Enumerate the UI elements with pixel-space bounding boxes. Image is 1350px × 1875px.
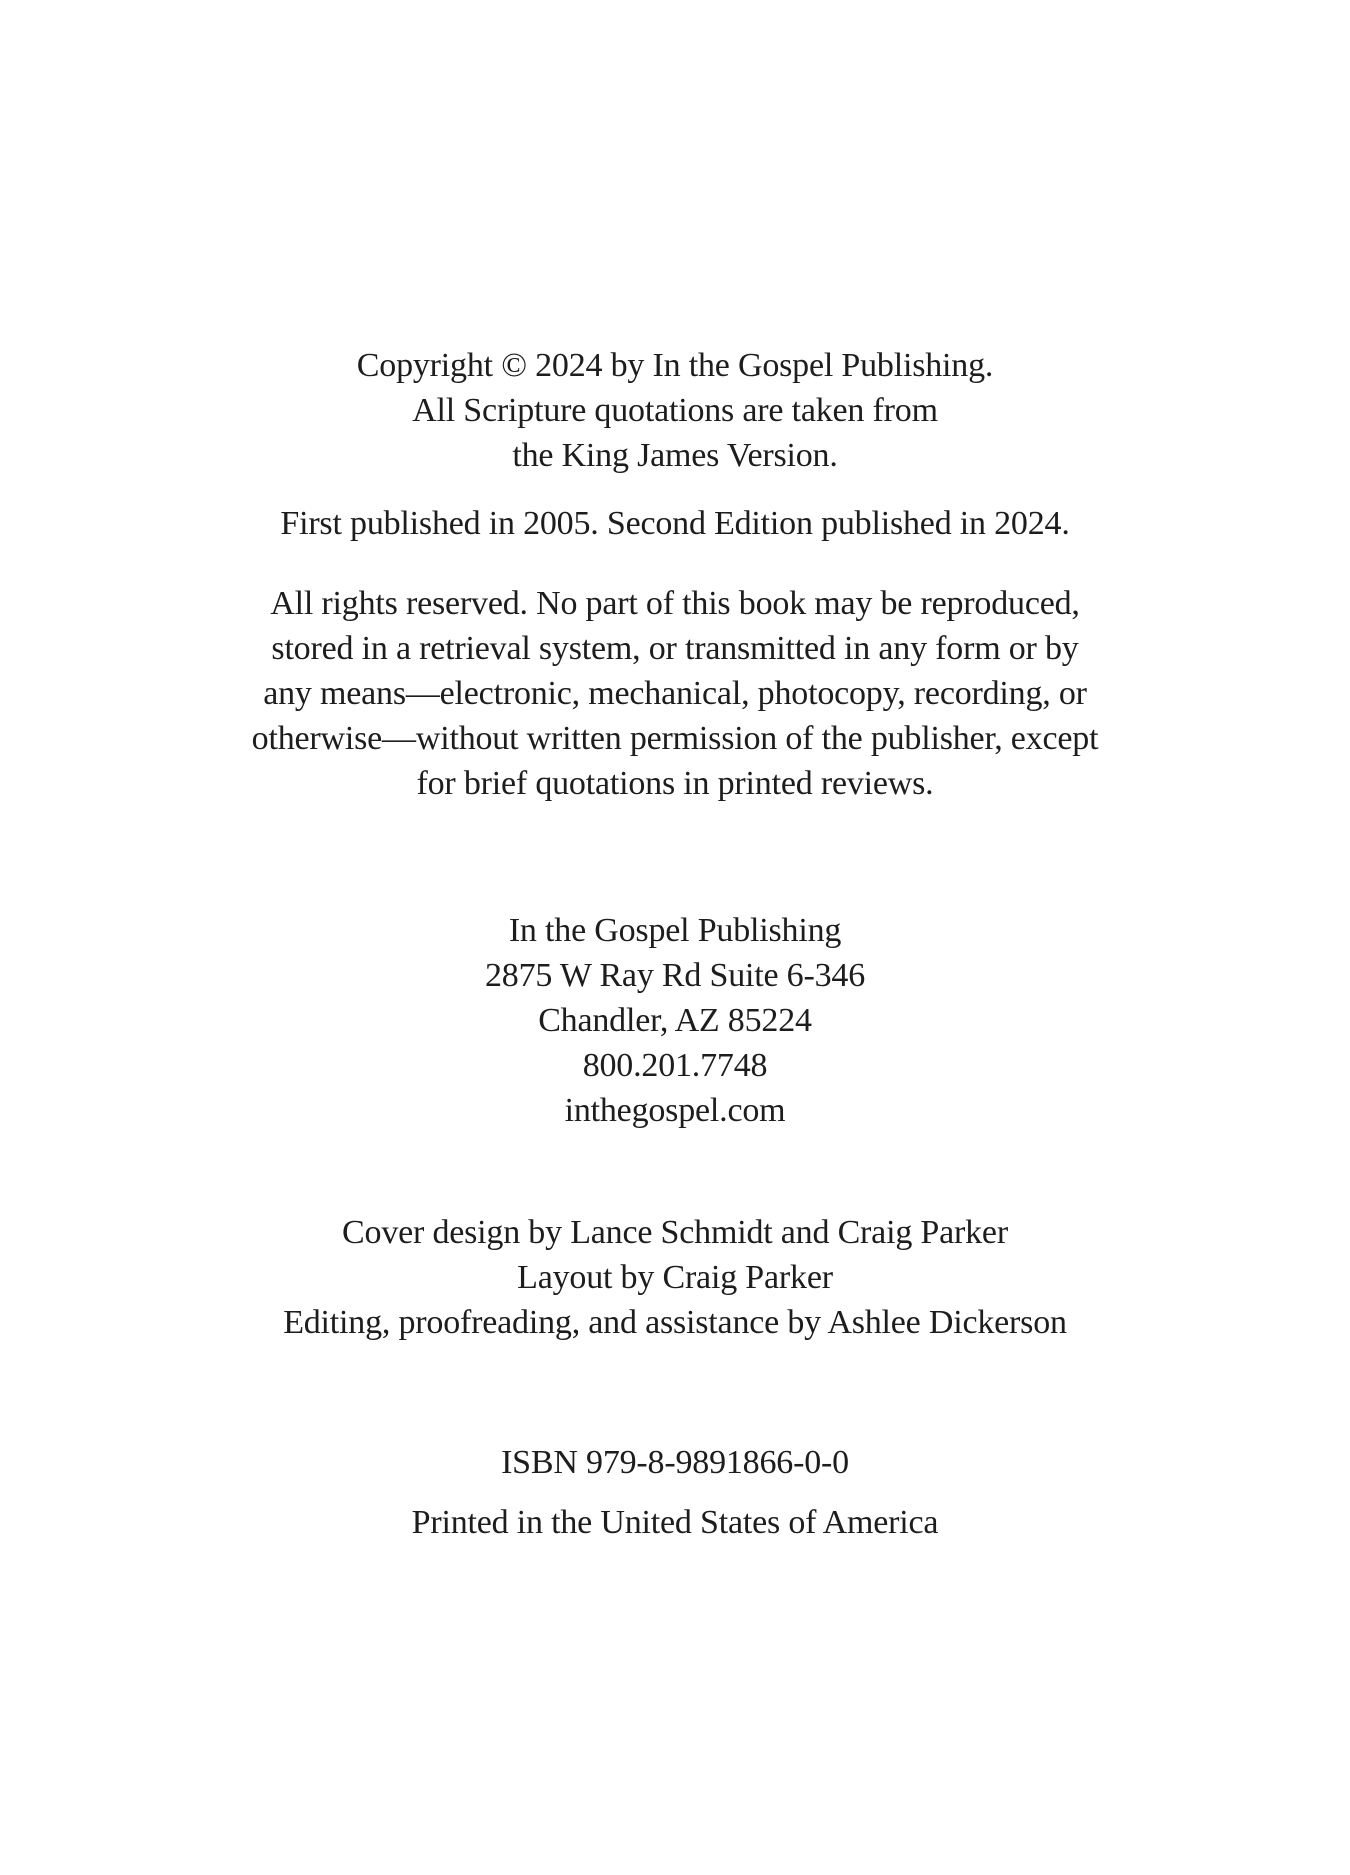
scripture-source-line: All Scripture quotations are taken from [412,392,938,429]
rights-line: for brief quotations in printed reviews. [416,765,934,802]
rights-line: any means—electronic, mechanical, photocopy, recording, or [263,675,1087,712]
scripture-version-line: the King James Version. [512,437,838,474]
layout-credit: Layout by Craig Parker [517,1259,833,1296]
cover-design-credit: Cover design by Lance Schmidt and Craig Parker [342,1214,1008,1251]
publisher-website: inthegospel.com [564,1092,786,1129]
printed-in-block [0,1500,1350,1545]
publisher-city-state-zip: Chandler, AZ 85224 [538,1002,812,1039]
isbn-block [0,1440,1350,1485]
rights-line: All rights reserved. No part of this book may be reproduced, [270,585,1080,622]
editing-credit: Editing, proofreading, and assistance by Ashlee Dickerson [283,1304,1067,1341]
credits-block [0,1210,1350,1345]
printed-in-line: Printed in the United States of America [411,1504,939,1541]
rights-line: stored in a retrieval system, or transmitted in any form or by [271,630,1079,667]
edition-block [0,501,1350,546]
copyright-notice-block [0,343,1350,478]
edition-line: First published in 2005. Second Edition published in 2024. [280,505,1070,542]
publisher-name: In the Gospel Publishing [508,912,842,949]
publisher-street-address: 2875 W Ray Rd Suite 6-346 [484,957,866,994]
publisher-address-block [0,908,1350,1133]
rights-line: otherwise—without written permission of the publisher, except [251,720,1099,757]
rights-reserved-block [0,581,1350,806]
isbn-line: ISBN 979-8-9891866-0-0 [501,1444,849,1481]
copyright-line: Copyright © 2024 by In the Gospel Publishing. [356,347,994,384]
publisher-phone: 800.201.7748 [582,1047,768,1084]
